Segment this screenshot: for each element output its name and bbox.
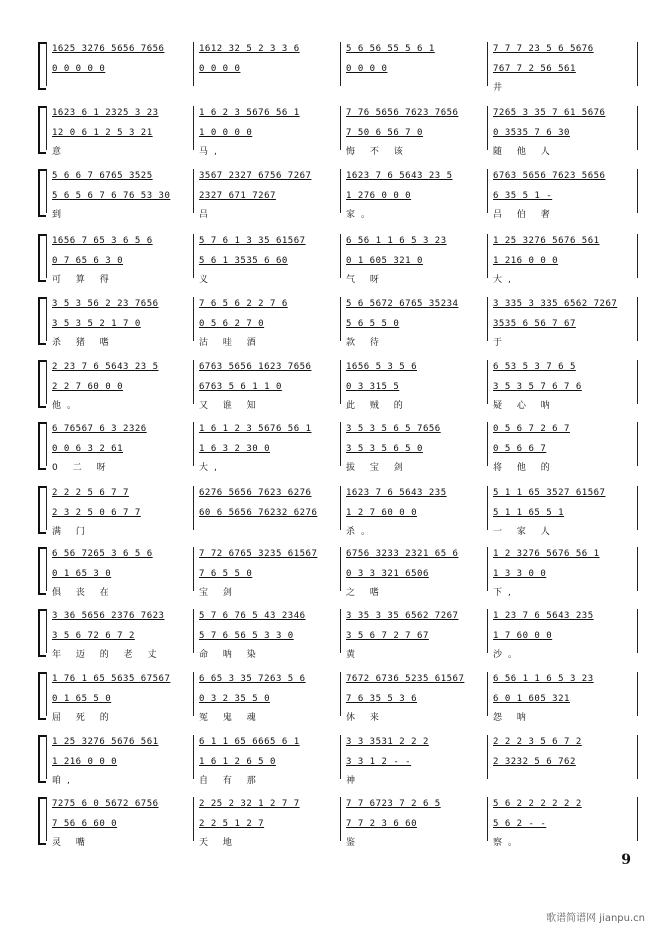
melody-line-measure: 5 6 2 2 2 2 2 2	[493, 799, 582, 809]
melody-line	[50, 299, 638, 313]
lyrics-line-measure: 款 待	[346, 338, 385, 348]
lyrics-line-measure: 大,	[493, 275, 517, 285]
barline	[46, 422, 47, 466]
barline	[46, 735, 47, 779]
melody-line-measure: 5 1 1 65 3527 61567	[493, 488, 606, 498]
accompaniment-line-measure: 2 3232 5 6 762	[493, 757, 576, 767]
melody-line-measure: 5 7 6 76 5 43 2346	[199, 611, 306, 621]
melody-line-measure: 7 76 5656 7623 7656	[346, 108, 459, 118]
accompaniment-line	[50, 819, 638, 833]
accompaniment-line	[50, 569, 638, 583]
barline	[46, 297, 47, 341]
accompaniment-line	[50, 631, 638, 645]
accompaniment-line-measure: 0 0 0 0 0	[52, 64, 106, 74]
lyrics-line-measure: 拔 宝 剑	[346, 463, 409, 473]
lyrics-line-measure: 悔 不 该	[346, 147, 409, 157]
melody-line	[50, 44, 638, 58]
lyrics-line-measure	[197, 80, 344, 94]
melody-line-measure: 6 1 1 65 6665 6 1	[199, 737, 300, 747]
accompaniment-line-measure: 0 5 6 6 7	[493, 444, 547, 454]
melody-line-measure: 1 2 3276 5676 56 1	[493, 549, 600, 559]
accompaniment-line-measure: 3 5 3 5 7 6 7 6	[493, 382, 582, 392]
accompaniment-line-measure: 3 5 3 5 2 1 7 0	[52, 319, 141, 329]
score-system	[38, 795, 638, 855]
accompaniment-line-measure: 3 5 6 72 6 7 2	[52, 631, 135, 641]
accompaniment-line-measure: 0 5 6 2 7 0	[199, 319, 265, 329]
melody-line-measure: 6756 3233 2321 65 6	[346, 549, 459, 559]
melody-line-measure: 2 2 2 5 6 7 7	[52, 488, 129, 498]
accompaniment-line-measure: 7 50 6 56 7 0	[346, 128, 423, 138]
accompaniment-line-measure: 1 216 0 0 0	[493, 256, 559, 266]
score-system	[38, 295, 638, 355]
melody-line-measure: 2 25 2 32 1 2 7 7	[199, 799, 300, 809]
lyrics-line-measure: 怨 呐	[493, 713, 532, 723]
accompaniment-line	[50, 191, 638, 205]
lyrics-line-measure: 杀 猪 嗜	[52, 338, 115, 348]
melody-line	[50, 799, 638, 813]
accompaniment-line	[50, 694, 638, 708]
melody-line-measure: 1612 32 5 2 3 3 6	[199, 44, 300, 54]
lyrics-line-measure: 鉴	[346, 838, 362, 848]
barline	[46, 234, 47, 278]
melody-line-measure: 7 6 5 6 2 2 7 6	[199, 299, 288, 309]
melody-line-measure: 6 76567 6 3 2326	[52, 424, 147, 434]
lyrics-line	[50, 773, 638, 787]
melody-line-measure: 3 3 3531 2 2 2	[346, 737, 429, 747]
accompaniment-line	[50, 382, 638, 396]
accompaniment-line-measure: 5 1 1 65 5 1	[493, 508, 565, 518]
lyrics-line	[50, 460, 638, 474]
lyrics-line-measure: 沽 哇 酒	[199, 338, 262, 348]
melody-line	[50, 171, 638, 185]
lyrics-line-measure: 杀。	[346, 527, 377, 537]
melody-line-measure: 1 76 1 65 5635 67567	[52, 674, 171, 684]
melody-line-measure: 3567 2327 6756 7267	[199, 171, 312, 181]
barline	[46, 672, 47, 716]
accompaniment-line-measure: 1 6 1 2 6 5 0	[199, 757, 276, 767]
melody-line-measure: 6763 5656 7623 5656	[493, 171, 606, 181]
melody-line-measure: 2 2 2 3 5 6 7 2	[493, 737, 582, 747]
accompaniment-line	[50, 319, 638, 333]
accompaniment-line-measure: 0 0 0 0	[346, 64, 388, 74]
lyrics-line	[50, 335, 638, 349]
melody-line	[50, 108, 638, 122]
melody-line	[50, 737, 638, 751]
melody-line-measure: 5 6 56 55 5 6 1	[346, 44, 435, 54]
lyrics-line	[50, 524, 638, 538]
accompaniment-line-measure: 60 6 5656 76232 6276	[199, 508, 318, 518]
accompaniment-line-measure: 2 3 2 5 0 6 7 7	[52, 508, 141, 518]
melody-line-measure: 1 25 3276 5676 561	[52, 737, 159, 747]
melody-line-measure: 1656 5 3 5 6	[346, 362, 418, 372]
barline	[46, 486, 47, 530]
accompaniment-line-measure: 7 6 5 5 0	[199, 569, 253, 579]
lyrics-line-measure: 吕	[199, 210, 215, 220]
accompaniment-line-measure: 0 7 65 6 3 0	[52, 256, 124, 266]
melody-line-measure: 1623 7 6 5643 23 5	[346, 171, 453, 181]
lyrics-line	[50, 585, 638, 599]
lyrics-line-measure: 冤 鬼 魂	[199, 713, 262, 723]
lyrics-line-measure: 黄	[346, 650, 362, 660]
melody-line-measure: 6 56 1 1 6 5 3 23	[346, 236, 447, 246]
lyrics-line-measure: 到	[52, 210, 68, 220]
melody-line-measure: 6 56 1 1 6 5 3 23	[493, 674, 594, 684]
accompaniment-line-measure: 7 6 35 5 3 6	[346, 694, 418, 704]
lyrics-line-measure: 灵 嘴	[52, 838, 91, 848]
accompaniment-line	[50, 64, 638, 78]
lyrics-line-measure: 年 迈 的 老 丈	[52, 650, 163, 660]
accompaniment-line-measure: 6763 5 6 1 1 0	[199, 382, 282, 392]
barline	[46, 106, 47, 150]
melody-line-measure: 6 53 5 3 7 6 5	[493, 362, 576, 372]
accompaniment-line-measure: 1 276 0 0 0	[346, 191, 412, 201]
accompaniment-line-measure: 0 1 65 3 0	[52, 569, 112, 579]
melody-line-measure: 5 6 6 7 6765 3525	[52, 171, 153, 181]
melody-line-measure: 3 36 5656 2376 7623	[52, 611, 165, 621]
accompaniment-line-measure: 6 35 5 1 -	[493, 191, 553, 201]
melody-line-measure: 0 5 6 7 2 6 7	[493, 424, 570, 434]
accompaniment-line-measure: 0 3 3 321 6506	[346, 569, 429, 579]
melody-line-measure: 1625 3276 5656 7656	[52, 44, 165, 54]
lyrics-line	[50, 272, 638, 286]
barline	[46, 609, 47, 653]
lyrics-line	[50, 144, 638, 158]
accompaniment-line	[50, 444, 638, 458]
lyrics-line-measure: 又 谁 知	[199, 401, 262, 411]
lyrics-line-measure: 天 地	[199, 838, 238, 848]
melody-line-measure: 1 23 7 6 5643 235	[493, 611, 594, 621]
score-system	[38, 420, 638, 480]
melody-line-measure: 1 6 2 3 5676 56 1	[199, 108, 300, 118]
accompaniment-line-measure: 3 5 3 5 6 5 0	[346, 444, 423, 454]
accompaniment-line-measure: 3535 6 56 7 67	[493, 319, 576, 329]
accompaniment-line-measure: 2 2 5 1 2 7	[199, 819, 265, 829]
lyrics-line-measure: 义	[199, 275, 215, 285]
lyrics-line	[50, 647, 638, 661]
lyrics-line-measure: 此 贼 的	[346, 401, 409, 411]
melody-line-measure: 3 5 3 56 2 23 7656	[52, 299, 159, 309]
watermark: 歌谱简谱网 jianpu.cn	[546, 913, 645, 924]
melody-line-measure: 7275 6 0 5672 6756	[52, 799, 159, 809]
lyrics-line-measure: 察。	[493, 838, 524, 848]
melody-line	[50, 236, 638, 250]
lyrics-line-measure: 意	[52, 147, 68, 157]
lyrics-line	[50, 80, 638, 94]
accompaniment-line-measure: 0 3 2 35 5 0	[199, 694, 271, 704]
lyrics-line-measure: 家。	[346, 210, 377, 220]
accompaniment-line-measure: 2 2 7 60 0 0	[52, 382, 124, 392]
melody-line-measure: 2 23 7 6 5643 23 5	[52, 362, 159, 372]
accompaniment-line-measure: 0 3 315 5	[346, 382, 400, 392]
lyrics-line	[50, 398, 638, 412]
melody-line-measure: 5 6 5672 6765 35234	[346, 299, 459, 309]
accompaniment-line-measure: 1 6 3 2 30 0	[199, 444, 271, 454]
lyrics-line-measure: 他。	[52, 401, 83, 411]
lyrics-line-measure: 满 门	[52, 527, 91, 537]
accompaniment-line-measure: 0 1 65 5 0	[52, 694, 112, 704]
accompaniment-line-measure: 0 1 605 321 0	[346, 256, 423, 266]
melody-line-measure: 7 72 6765 3235 61567	[199, 549, 318, 559]
barline	[46, 42, 47, 86]
lyrics-line-measure: 疑 心 呐	[493, 401, 556, 411]
score-system	[38, 607, 638, 667]
accompaniment-line-measure: 0 0 0 0	[199, 64, 241, 74]
melody-line-measure: 7 7 6723 7 2 6 5	[346, 799, 441, 809]
melody-line	[50, 674, 638, 688]
score-system	[38, 545, 638, 605]
score-system	[38, 670, 638, 730]
melody-line	[50, 488, 638, 502]
lyrics-line-measure	[491, 773, 638, 787]
score-system	[38, 232, 638, 292]
melody-line-measure: 7265 3 35 7 61 5676	[493, 108, 606, 118]
accompaniment-line-measure: 7 56 6 60 0	[52, 819, 118, 829]
accompaniment-line-measure: 7 7 2 3 6 60	[346, 819, 418, 829]
melody-line-measure: 1656 7 65 3 6 5 6	[52, 236, 153, 246]
lyrics-line-measure: 命 呐 染	[199, 650, 262, 660]
lyrics-line-measure: 大,	[199, 463, 223, 473]
lyrics-line-measure	[197, 524, 344, 538]
lyrics-line-measure: 井	[493, 83, 509, 93]
lyrics-line-measure: 气 呀	[346, 275, 385, 285]
accompaniment-line-measure: 1 3 3 0 0	[493, 569, 547, 579]
lyrics-line-measure: 屈 死 的	[52, 713, 115, 723]
accompaniment-line-measure: 5 6 2 - -	[493, 819, 547, 829]
accompaniment-line	[50, 256, 638, 270]
lyrics-line-measure: 俱 丧 在	[52, 588, 115, 598]
melody-line-measure: 6276 5656 7623 6276	[199, 488, 312, 498]
accompaniment-line	[50, 128, 638, 142]
accompaniment-line-measure: 5 7 6 56 5 3 3 0	[199, 631, 294, 641]
melody-line	[50, 424, 638, 438]
melody-line-measure: 1 6 1 2 3 5676 56 1	[199, 424, 312, 434]
melody-line-measure: 6 65 3 35 7263 5 6	[199, 674, 306, 684]
accompaniment-line-measure: 6 0 1 605 321	[493, 694, 570, 704]
accompaniment-line	[50, 508, 638, 522]
melody-line-measure: 3 335 3 335 6562 7267	[493, 299, 618, 309]
barline	[46, 169, 47, 213]
accompaniment-line	[50, 757, 638, 771]
score-system	[38, 40, 638, 100]
melody-line-measure: 1 25 3276 5676 561	[493, 236, 600, 246]
lyrics-line-measure: 0 二 呀	[52, 463, 112, 473]
lyrics-line-measure: 神	[346, 776, 362, 786]
lyrics-line	[50, 710, 638, 724]
melody-line-measure: 7672 6736 5235 61567	[346, 674, 465, 684]
lyrics-line-measure: 宝 剑	[199, 588, 238, 598]
melody-line	[50, 611, 638, 625]
score-system	[38, 358, 638, 418]
barline	[46, 547, 47, 591]
melody-line-measure: 5 7 6 1 3 35 61567	[199, 236, 306, 246]
page-number: 9	[621, 852, 631, 868]
score-system	[38, 167, 638, 227]
barline	[46, 797, 47, 841]
melody-line-measure: 6 56 7265 3 6 5 6	[52, 549, 153, 559]
lyrics-line-measure: 自 有 那	[199, 776, 262, 786]
melody-line-measure: 3 5 3 5 6 5 7656	[346, 424, 441, 434]
lyrics-line-measure	[50, 80, 197, 94]
accompaniment-line-measure: 1 216 0 0 0	[52, 757, 118, 767]
lyrics-line-measure: 休 来	[346, 713, 385, 723]
lyrics-line-measure	[344, 80, 491, 94]
melody-line-measure: 6763 5656 1623 7656	[199, 362, 312, 372]
accompaniment-line-measure: 0 0 6 3 2 61	[52, 444, 124, 454]
melody-line	[50, 362, 638, 376]
melody-line	[50, 549, 638, 563]
lyrics-line-measure: 下,	[493, 588, 517, 598]
accompaniment-line-measure: 1 2 7 60 0 0	[346, 508, 418, 518]
lyrics-line-measure: 之 嗜	[346, 588, 385, 598]
barline	[46, 360, 47, 404]
accompaniment-line-measure: 5 6 1 3535 6 60	[199, 256, 288, 266]
lyrics-line-measure: 马,	[199, 147, 223, 157]
accompaniment-line-measure: 12 0 6 1 2 5 3 21	[52, 128, 153, 138]
lyrics-line	[50, 835, 638, 849]
accompaniment-line-measure: 3 5 6 7 2 7 67	[346, 631, 429, 641]
melody-line-measure: 1623 6 1 2325 3 23	[52, 108, 159, 118]
accompaniment-line-measure: 767 7 2 56 561	[493, 64, 576, 74]
accompaniment-line-measure: 0 3535 7 6 30	[493, 128, 570, 138]
lyrics-line-measure: 随 他 人	[493, 147, 556, 157]
accompaniment-line-measure: 3 3 1 2 - -	[346, 757, 412, 767]
lyrics-line	[50, 207, 638, 221]
melody-line-measure: 7 7 7 23 5 6 5676	[493, 44, 594, 54]
accompaniment-line-measure: 2327 671 7267	[199, 191, 276, 201]
lyrics-line-measure: 一 家 人	[493, 527, 556, 537]
score-system	[38, 104, 638, 164]
lyrics-line-measure: 沙。	[493, 650, 524, 660]
score-system	[38, 733, 638, 793]
lyrics-line-measure: 可 算 得	[52, 275, 115, 285]
melody-line-measure: 3 35 3 35 6562 7267	[346, 611, 459, 621]
lyrics-line-measure: 吕 伯 奢	[493, 210, 556, 220]
score-system	[38, 484, 638, 544]
accompaniment-line-measure: 5 6 5 5 0	[346, 319, 400, 329]
accompaniment-line-measure: 1 0 0 0 0	[199, 128, 253, 138]
melody-line-measure: 1623 7 6 5643 235	[346, 488, 447, 498]
accompaniment-line-measure: 5 6 5 6 7 6 76 53 30	[52, 191, 171, 201]
lyrics-line-measure: 将 他 的	[493, 463, 556, 473]
lyrics-line-measure: 咱,	[52, 776, 76, 786]
lyrics-line-measure: 于	[493, 338, 509, 348]
accompaniment-line-measure: 1 7 60 0 0	[493, 631, 553, 641]
